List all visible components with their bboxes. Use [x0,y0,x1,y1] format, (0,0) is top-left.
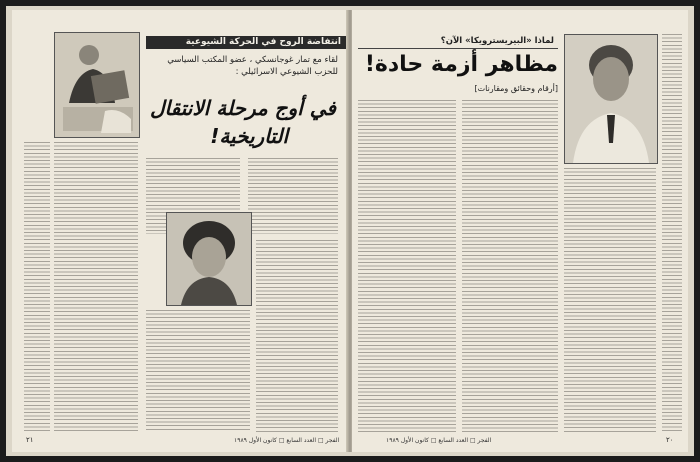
text-column [146,310,250,432]
page-number: ٢١ [26,436,34,444]
page-footer: الفجر □ العدد السابع □ كانون الأول ١٩٨٩ [234,437,340,444]
headline-line-1: في أوج مرحلة الانتقال [149,96,336,120]
text-column [24,142,50,432]
section-tab: انتفاضة الروح في الحركة الشيوعية [146,36,346,49]
headline: مظاهر أزمة حادة! [364,52,558,77]
text-column [564,168,656,432]
kicker: لماذا «البيريسترويكا» الآن؟ [440,36,554,46]
left-page [12,10,348,452]
text-column [662,34,682,432]
text-column [248,158,338,234]
magazine-spread [6,6,694,456]
text-column [358,100,456,432]
page-footer: الفجر □ العدد السابع □ كانون الأول ١٩٨٩ [386,437,492,444]
man-reading-photo [54,32,140,138]
text-column [462,100,558,432]
right-page [352,10,688,452]
kicker-rule [358,48,558,49]
subhead: [أرقام وحقائق ومقارنات] [474,84,558,93]
woman-portrait-photo [166,212,252,306]
page-number: ٢٠ [666,436,674,444]
interview-intro: لقاء مع تمار غوجانسكي ، عضو المكتب السياسي للحزب الشيوعي الاسرائيلي : [167,55,338,77]
text-column [54,142,138,432]
text-column [256,240,338,432]
man-portrait-photo [564,34,658,164]
headline-line-2: التاريخية! [210,124,288,148]
